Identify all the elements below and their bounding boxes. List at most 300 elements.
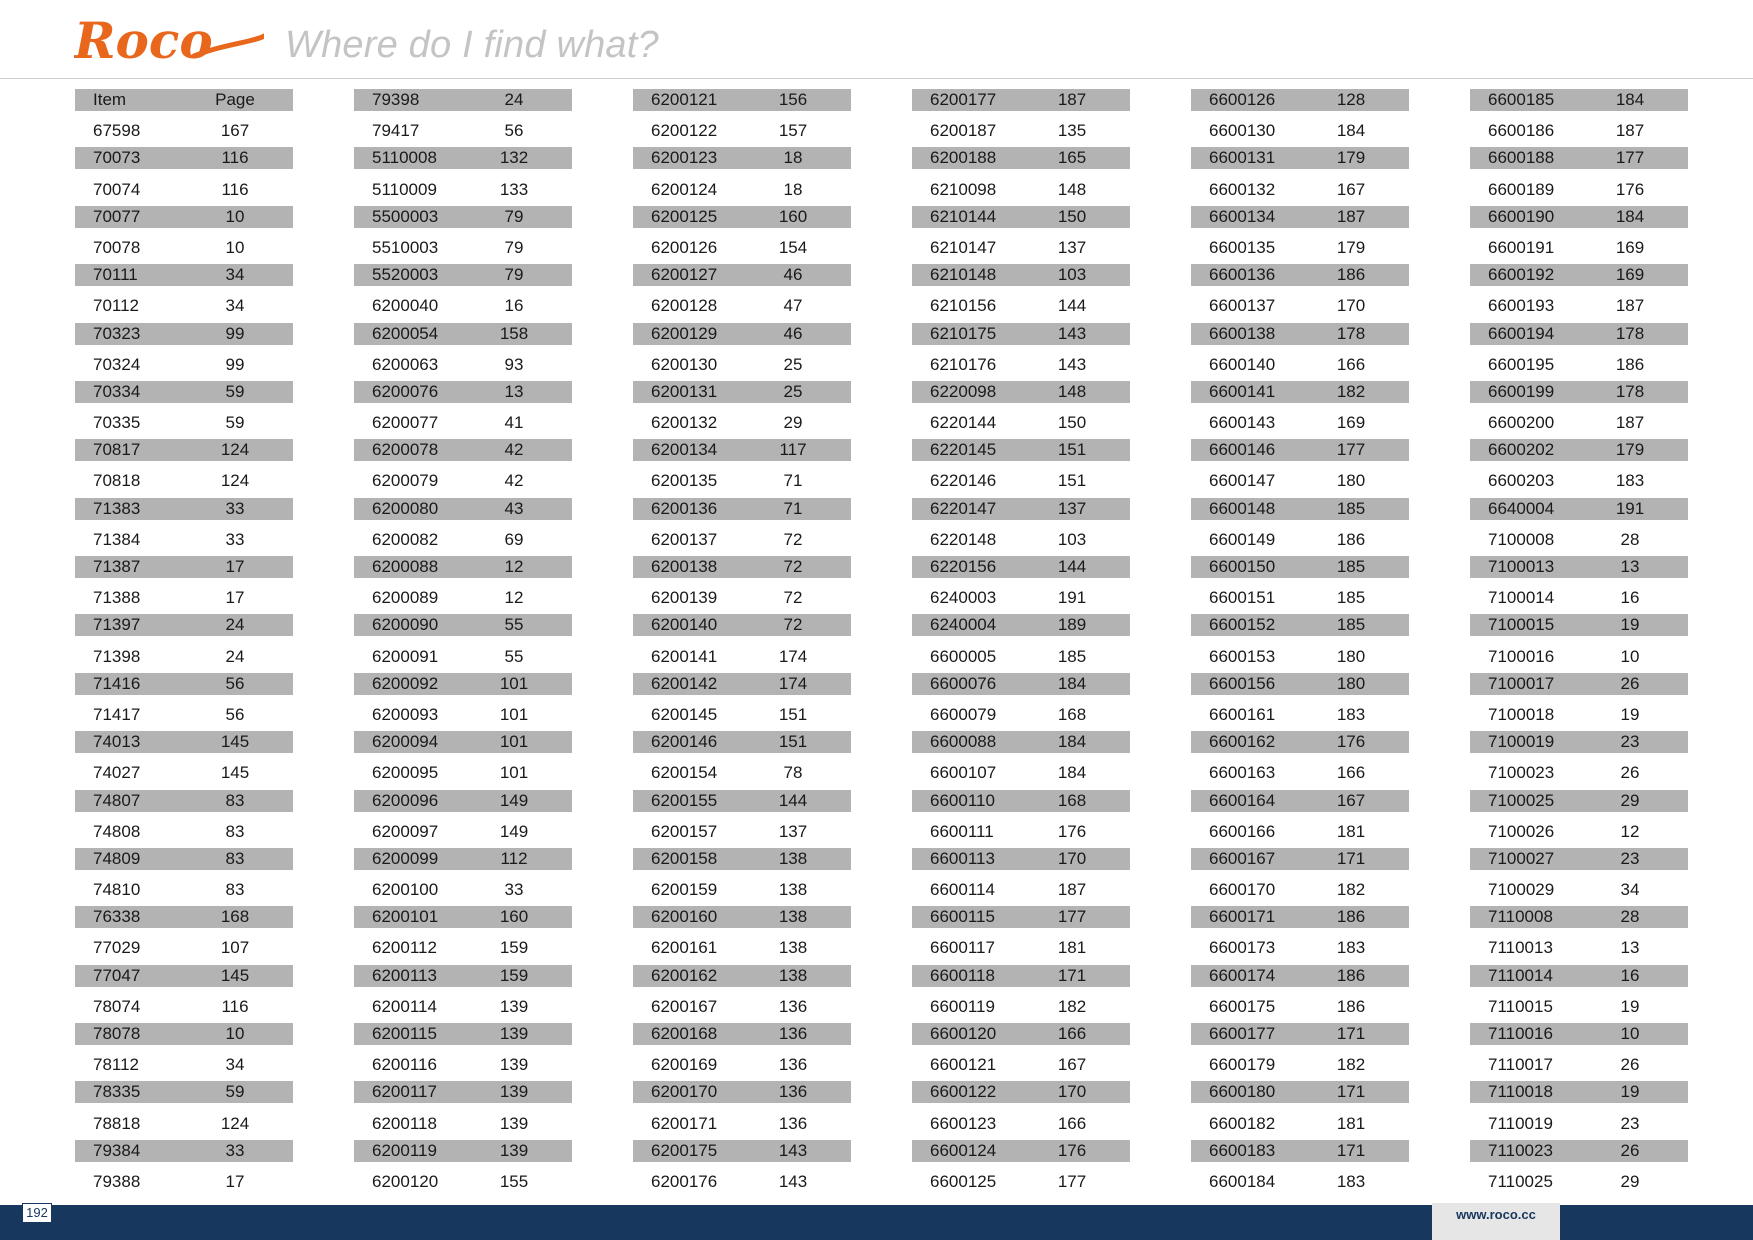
table-row [354,760,572,789]
item-number: 74810 [93,880,141,900]
item-number: 6200078 [372,440,439,460]
page-reference: 71 [783,498,803,518]
item-number: 6200077 [372,413,439,433]
table-row [633,498,851,520]
item-number: 79398 [372,90,420,109]
item-number: 70334 [93,381,141,401]
item-number: 6200120 [372,1171,439,1191]
item-number: 6220145 [930,440,997,460]
item-number: 6200168 [651,1024,718,1043]
table-row [354,381,572,403]
item-number: 6600200 [1488,413,1555,433]
page-reference: 143 [1057,354,1087,374]
item-number: 6600120 [930,1024,997,1043]
table-row [75,439,293,461]
page-reference: 29 [783,413,803,433]
page-reference: 56 [225,704,245,724]
table-row [1470,994,1688,1023]
item-number: 6200122 [651,121,718,141]
table-row [75,381,293,403]
table-row [75,323,293,345]
page-reference: 191 [1057,588,1087,608]
page-reference: 156 [778,90,808,109]
table-row [1191,1023,1409,1045]
table-row [633,790,851,812]
table-row [75,731,293,753]
page-reference: 159 [499,938,529,958]
page-reference: 166 [1336,763,1366,783]
table-row [633,935,851,964]
table-row [1470,498,1688,520]
table-row [1470,819,1688,848]
page-reference: 79 [504,237,524,257]
item-number: 67598 [93,121,141,141]
item-number: 6600192 [1488,265,1555,285]
table-row [1191,585,1409,614]
item-number: 6600194 [1488,323,1555,343]
table-row [75,848,293,870]
item-number: 70817 [93,440,141,460]
page-reference: 144 [778,790,808,810]
table-row [1470,293,1688,322]
page-reference: 139 [499,1055,529,1075]
table-row [75,644,293,673]
table-row [1470,556,1688,578]
item-number: 6600161 [1209,704,1276,724]
item-number: 5500003 [372,206,439,226]
page-reference: 83 [225,821,245,841]
table-row [354,965,572,987]
page-reference: 10 [225,1024,245,1043]
page-reference: 13 [1620,557,1640,576]
item-number: 6200132 [651,413,718,433]
page-reference: 168 [220,907,250,927]
page-reference: 26 [1620,1055,1640,1075]
table-row [912,848,1130,870]
page-reference: 139 [499,996,529,1016]
table-row [1191,381,1409,403]
page-reference: 176 [1336,732,1366,752]
page-reference: 34 [225,296,245,316]
page-reference: 184 [1057,732,1087,752]
table-row [1191,731,1409,753]
page-reference: 186 [1615,354,1645,374]
page-reference: 186 [1336,265,1366,285]
item-number: 6600185 [1488,90,1555,109]
table-row [1191,877,1409,906]
page-reference: 41 [504,413,524,433]
page-reference: 150 [1057,206,1087,226]
page-reference: 83 [225,880,245,900]
index-column-1 [75,89,293,1198]
table-row [1470,673,1688,695]
table-row [354,994,572,1023]
page-reference: 187 [1057,880,1087,900]
table-row [75,906,293,928]
page-reference: 181 [1336,821,1366,841]
page-reference: 181 [1336,1113,1366,1133]
item-number: 7110014 [1488,965,1553,985]
page-reference: 151 [1057,440,1087,460]
item-number: 6200040 [372,296,439,316]
item-number: 6200080 [372,498,439,518]
item-number: 6220156 [930,557,997,576]
table-row [912,439,1130,461]
item-number: 6200114 [372,996,437,1016]
table-row [354,147,572,169]
table-row [1191,293,1409,322]
table-row [354,89,572,111]
item-number: 6600115 [930,907,995,927]
table-row [354,235,572,264]
page-reference: 99 [225,323,245,343]
table-row [75,235,293,264]
item-number: 76338 [93,907,141,927]
table-row [912,556,1130,578]
index-column-5 [1191,89,1409,1198]
page-reference: 137 [1057,498,1087,518]
table-row [912,585,1130,614]
table-row [1191,264,1409,286]
page-reference: 16 [1620,588,1640,608]
page-reference: 12 [1620,821,1640,841]
page-reference: 59 [225,381,245,401]
page-reference: 33 [504,880,524,900]
item-number: 6200139 [651,588,718,608]
page-reference: 103 [1057,529,1087,549]
page-reference: 138 [778,907,808,927]
index-column-3 [633,89,851,1198]
item-number: 6200161 [651,938,718,958]
item-number: 6210175 [930,323,997,343]
page-reference: 187 [1615,296,1645,316]
item-number: 6600135 [1209,237,1276,257]
item-number: 6600162 [1209,732,1276,752]
page-reference: 176 [1057,1140,1087,1160]
item-number: 6200175 [651,1140,718,1160]
table-row [75,790,293,812]
table-row [1470,644,1688,673]
table-row [912,410,1130,439]
page-reference: 186 [1336,996,1366,1016]
table-header-row [75,89,293,111]
page-reference: 116 [221,148,249,168]
item-number: 6200119 [372,1140,437,1160]
page-reference: 191 [1615,498,1645,518]
page-reference: 177 [1057,907,1087,927]
item-number: 6220144 [930,413,997,433]
item-number: 6200176 [651,1171,718,1191]
page-reference: 179 [1336,237,1366,257]
table-row [1191,439,1409,461]
item-number: 6210176 [930,354,997,374]
page-reference: 187 [1057,90,1087,109]
item-number: 6200128 [651,296,718,316]
page-reference: 47 [783,296,803,316]
table-row [1191,644,1409,673]
table-row [912,935,1130,964]
header-page: Page [215,90,255,109]
item-number: 6600110 [930,790,995,810]
page-reference: 144 [1057,296,1087,316]
table-row [633,673,851,695]
item-number: 79417 [372,121,420,141]
page-reference: 135 [1057,121,1087,141]
table-row [1191,468,1409,497]
table-row [633,965,851,987]
page-reference: 139 [499,1140,529,1160]
table-row [1191,410,1409,439]
table-row [633,731,851,753]
table-row [912,147,1130,169]
table-row [354,206,572,228]
website-url[interactable]: www.roco.cc [1432,1203,1560,1240]
page-reference: 19 [1620,704,1640,724]
page-reference: 184 [1615,206,1645,226]
page-reference: 83 [225,848,245,868]
table-row [354,177,572,206]
page-reference: 185 [1336,498,1366,518]
table-row [75,1169,293,1198]
page-reference: 165 [1057,148,1087,168]
table-row [354,1111,572,1140]
table-row [1470,1081,1688,1103]
page-reference: 167 [1057,1055,1087,1075]
page-reference: 56 [225,673,245,693]
table-row [354,819,572,848]
table-row [1191,994,1409,1023]
page-reference: 183 [1615,471,1645,491]
item-number: 7100019 [1488,732,1555,752]
table-row [912,118,1130,147]
table-row [75,206,293,228]
item-number: 6600164 [1209,790,1276,810]
table-row [1470,1023,1688,1045]
header-item: Item [93,90,127,109]
table-row [354,439,572,461]
table-row [354,877,572,906]
page-reference: 185 [1336,588,1366,608]
table-row [1470,177,1688,206]
page-reference: 55 [504,615,524,635]
page-reference: 182 [1057,996,1087,1016]
item-number: 6200121 [651,90,718,109]
item-number: 7100018 [1488,704,1555,724]
page-reference: 116 [221,179,249,199]
table-row [1470,702,1688,731]
page-reference: 139 [499,1024,529,1043]
item-number: 6600117 [930,938,995,958]
item-number: 6600152 [1209,615,1276,635]
item-number: 6200145 [651,704,718,724]
page-reference: 34 [225,1055,245,1075]
page-reference: 12 [504,557,524,576]
item-number: 71387 [93,557,141,576]
table-row [354,498,572,520]
item-number: 6600203 [1488,471,1555,491]
table-row [1470,235,1688,264]
item-number: 6240003 [930,588,997,608]
table-row [75,935,293,964]
item-number: 70112 [93,296,140,316]
item-number: 6200167 [651,996,718,1016]
table-row [1470,906,1688,928]
page-reference: 144 [1057,557,1087,576]
item-number: 6600130 [1209,121,1276,141]
header-divider [0,78,1753,79]
item-number: 6600143 [1209,413,1276,433]
page-reference: 171 [1336,1140,1366,1160]
table-row [1191,848,1409,870]
item-number: 70324 [93,354,141,374]
page-reference: 19 [1620,1082,1640,1102]
table-row [633,1052,851,1081]
item-number: 6600124 [930,1140,997,1160]
page-reference: 185 [1336,557,1366,576]
item-number: 79384 [93,1140,141,1160]
page-reference: 10 [1620,646,1640,666]
page-reference: 128 [1336,90,1366,109]
page-reference: 171 [1336,848,1366,868]
table-row [912,673,1130,695]
page-reference: 182 [1336,381,1366,401]
item-number: 6200054 [372,323,439,343]
table-row [633,206,851,228]
item-number: 6200092 [372,673,439,693]
table-row [75,556,293,578]
item-number: 7110017 [1488,1055,1553,1075]
item-number: 6200154 [651,763,718,783]
page-reference: 169 [1336,413,1366,433]
page-reference: 183 [1336,938,1366,958]
item-number: 6200082 [372,529,439,549]
table-row [912,352,1130,381]
table-row [1191,118,1409,147]
table-row [633,410,851,439]
item-number: 6200169 [651,1055,718,1075]
item-number: 6200142 [651,673,718,693]
table-row [75,702,293,731]
item-number: 6200127 [651,265,718,285]
page-reference: 137 [778,821,808,841]
page-reference: 180 [1336,673,1366,693]
table-row [1191,935,1409,964]
item-number: 6600005 [930,646,997,666]
table-row [75,264,293,286]
page-reference: 171 [1057,965,1087,985]
item-number: 7110015 [1488,996,1553,1016]
table-row [354,644,572,673]
page-reference: 56 [504,121,524,141]
page-reference: 19 [1620,615,1640,635]
item-number: 6210147 [930,237,997,257]
item-number: 6200093 [372,704,439,724]
item-number: 6600111 [930,821,994,841]
item-number: 5520003 [372,265,439,285]
table-row [75,1140,293,1162]
table-row [354,1169,572,1198]
page-reference: 160 [499,907,529,927]
item-number: 77029 [93,938,141,958]
table-row [1470,206,1688,228]
page-reference: 93 [504,354,524,374]
page-reference: 181 [1057,938,1087,958]
table-row [633,147,851,169]
item-number: 6200146 [651,732,718,752]
page-reference: 167 [1336,790,1366,810]
item-number: 6200140 [651,615,718,635]
page-reference: 72 [783,588,803,608]
table-row [633,468,851,497]
table-row [354,1023,572,1045]
page-reference: 99 [225,354,245,374]
page-header [0,0,1753,79]
page-reference: 174 [778,673,808,693]
item-number: 5510003 [372,237,439,257]
table-row [1470,352,1688,381]
table-row [1191,556,1409,578]
page-reference: 101 [499,704,529,724]
table-row [75,965,293,987]
table-row [75,468,293,497]
page-reference: 159 [499,965,529,985]
table-row [354,731,572,753]
page-reference: 157 [778,121,808,141]
item-number: 6200188 [930,148,997,168]
item-number: 6600153 [1209,646,1276,666]
table-row [354,1081,572,1103]
item-number: 6200099 [372,848,439,868]
item-number: 6200095 [372,763,439,783]
table-row [633,906,851,928]
item-number: 6210156 [930,296,997,316]
item-number: 78078 [93,1024,141,1043]
item-number: 6210144 [930,206,997,226]
table-row [633,439,851,461]
item-number: 6600179 [1209,1055,1276,1075]
page-reference: 136 [778,1055,808,1075]
page-reference: 124 [220,1113,250,1133]
item-number: 6600121 [930,1055,997,1075]
page-reference: 143 [778,1140,808,1160]
table-row [75,527,293,556]
table-row [75,1023,293,1045]
table-row [912,498,1130,520]
table-row [633,89,851,111]
item-number: 6200123 [651,148,718,168]
table-row [1191,1052,1409,1081]
page-reference: 16 [1620,965,1640,985]
table-row [1191,702,1409,731]
item-number: 71384 [93,529,141,549]
item-number: 6600191 [1488,237,1555,257]
item-number: 6600079 [930,704,997,724]
item-number: 70818 [93,471,141,491]
table-row [1191,819,1409,848]
page-reference: 107 [220,938,250,958]
page-reference: 180 [1336,471,1366,491]
item-number: 6200162 [651,965,718,985]
page-reference: 151 [778,732,808,752]
item-number: 6600134 [1209,206,1276,226]
item-number: 6600147 [1209,471,1276,491]
table-row [75,177,293,206]
item-number: 6200129 [651,323,718,343]
page-reference: 170 [1057,1082,1087,1102]
table-row [1191,235,1409,264]
page-reference: 168 [1057,704,1087,724]
table-row [354,352,572,381]
